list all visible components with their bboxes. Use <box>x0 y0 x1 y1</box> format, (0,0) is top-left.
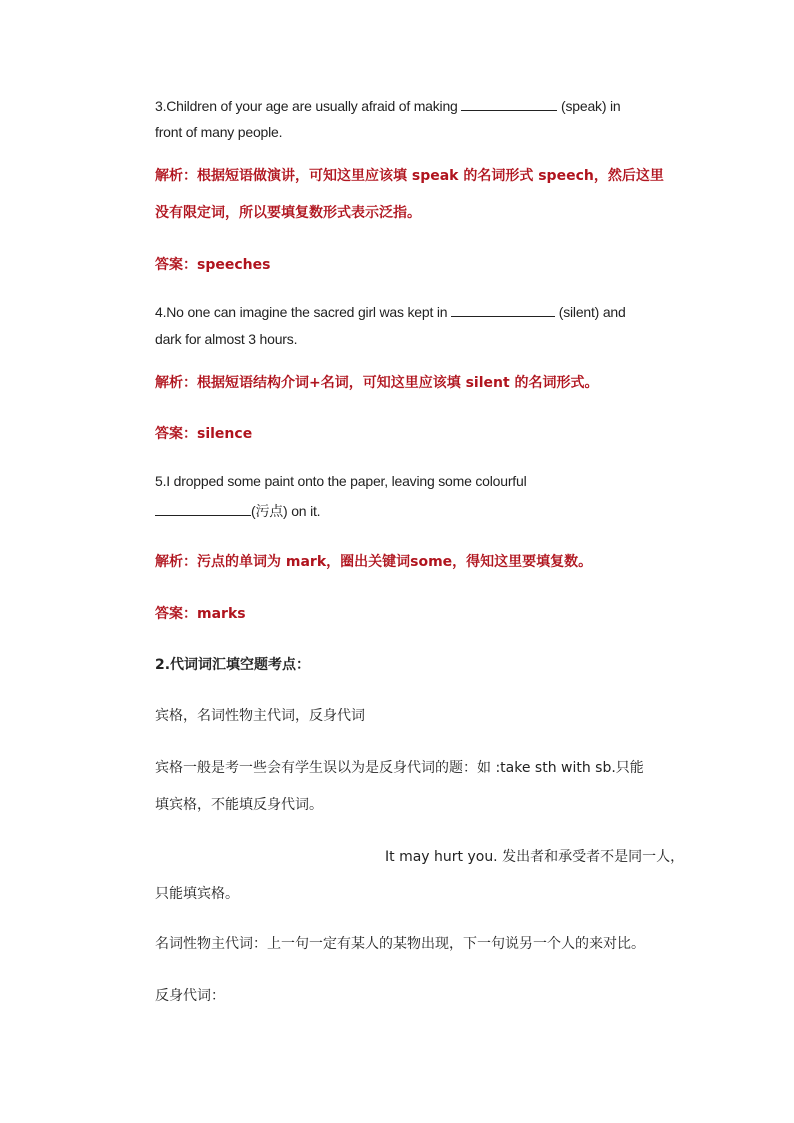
q4-answer: 答案：silence <box>155 426 253 442</box>
q4-analysis: 解析：根据短语结构介词+名词，可知这里应该填 silent 的名词形式。 <box>155 375 599 391</box>
q5-blank[interactable] <box>155 503 251 516</box>
section2-heading: 2.代词词汇填空题考点： <box>155 657 311 673</box>
q4-text-post: (silent) and <box>555 304 626 320</box>
q4-blank[interactable] <box>451 304 555 317</box>
q3-answer: 答案：speeches <box>155 257 271 273</box>
q5-answer: 答案：marks <box>155 606 246 622</box>
q4-line2: dark for almost 3 hours. <box>155 331 298 347</box>
q5-line2 <box>155 501 320 521</box>
q3-text-post: (speak) in <box>557 98 621 114</box>
section2-para3: 名词性物主代词：上一句一定有某人的某物出现，下一句说另一个人的来对比。 <box>155 936 645 952</box>
section2-para1-line1: 宾格一般是考一些会有学生误以为是反身代词的题：如 :take sth with sb.只能 <box>155 760 644 776</box>
section2-para2-line2: 只能填宾格。 <box>155 886 239 902</box>
q5-analysis: 解析：污点的单词为 mark，圈出关键词some，得知这里要填复数。 <box>155 554 593 570</box>
q3-blank[interactable] <box>461 98 557 111</box>
q3-analysis-line1: 解析：根据短语做演讲，可知这里应该填 speak 的名词形式 speech，然后这里 <box>155 168 664 184</box>
section2-para1-line2: 填宾格，不能填反身代词。 <box>155 797 323 813</box>
q5-text-post: (污点) on it. <box>251 503 321 519</box>
q4-text-pre: 4.No one can imagine the sacred girl was kept in <box>155 304 452 320</box>
q5-line1: 5.I dropped some paint onto the paper, leaving some colourful <box>155 473 527 489</box>
q4-line1 <box>155 302 626 322</box>
q3-text-pre: 3.Children of your age are usually afraid of making <box>155 98 462 114</box>
section2-para4: 反身代词： <box>155 988 225 1004</box>
section2-intro: 宾格，名词性物主代词，反身代词 <box>155 708 365 724</box>
q3-analysis-line2: 没有限定词，所以要填复数形式表示泛指。 <box>155 205 421 221</box>
q3-line1 <box>155 96 621 116</box>
q3-line2: front of many people. <box>155 124 283 140</box>
section2-para2-line1: It may hurt you. 发出者和承受者不是同一人， <box>385 849 685 865</box>
